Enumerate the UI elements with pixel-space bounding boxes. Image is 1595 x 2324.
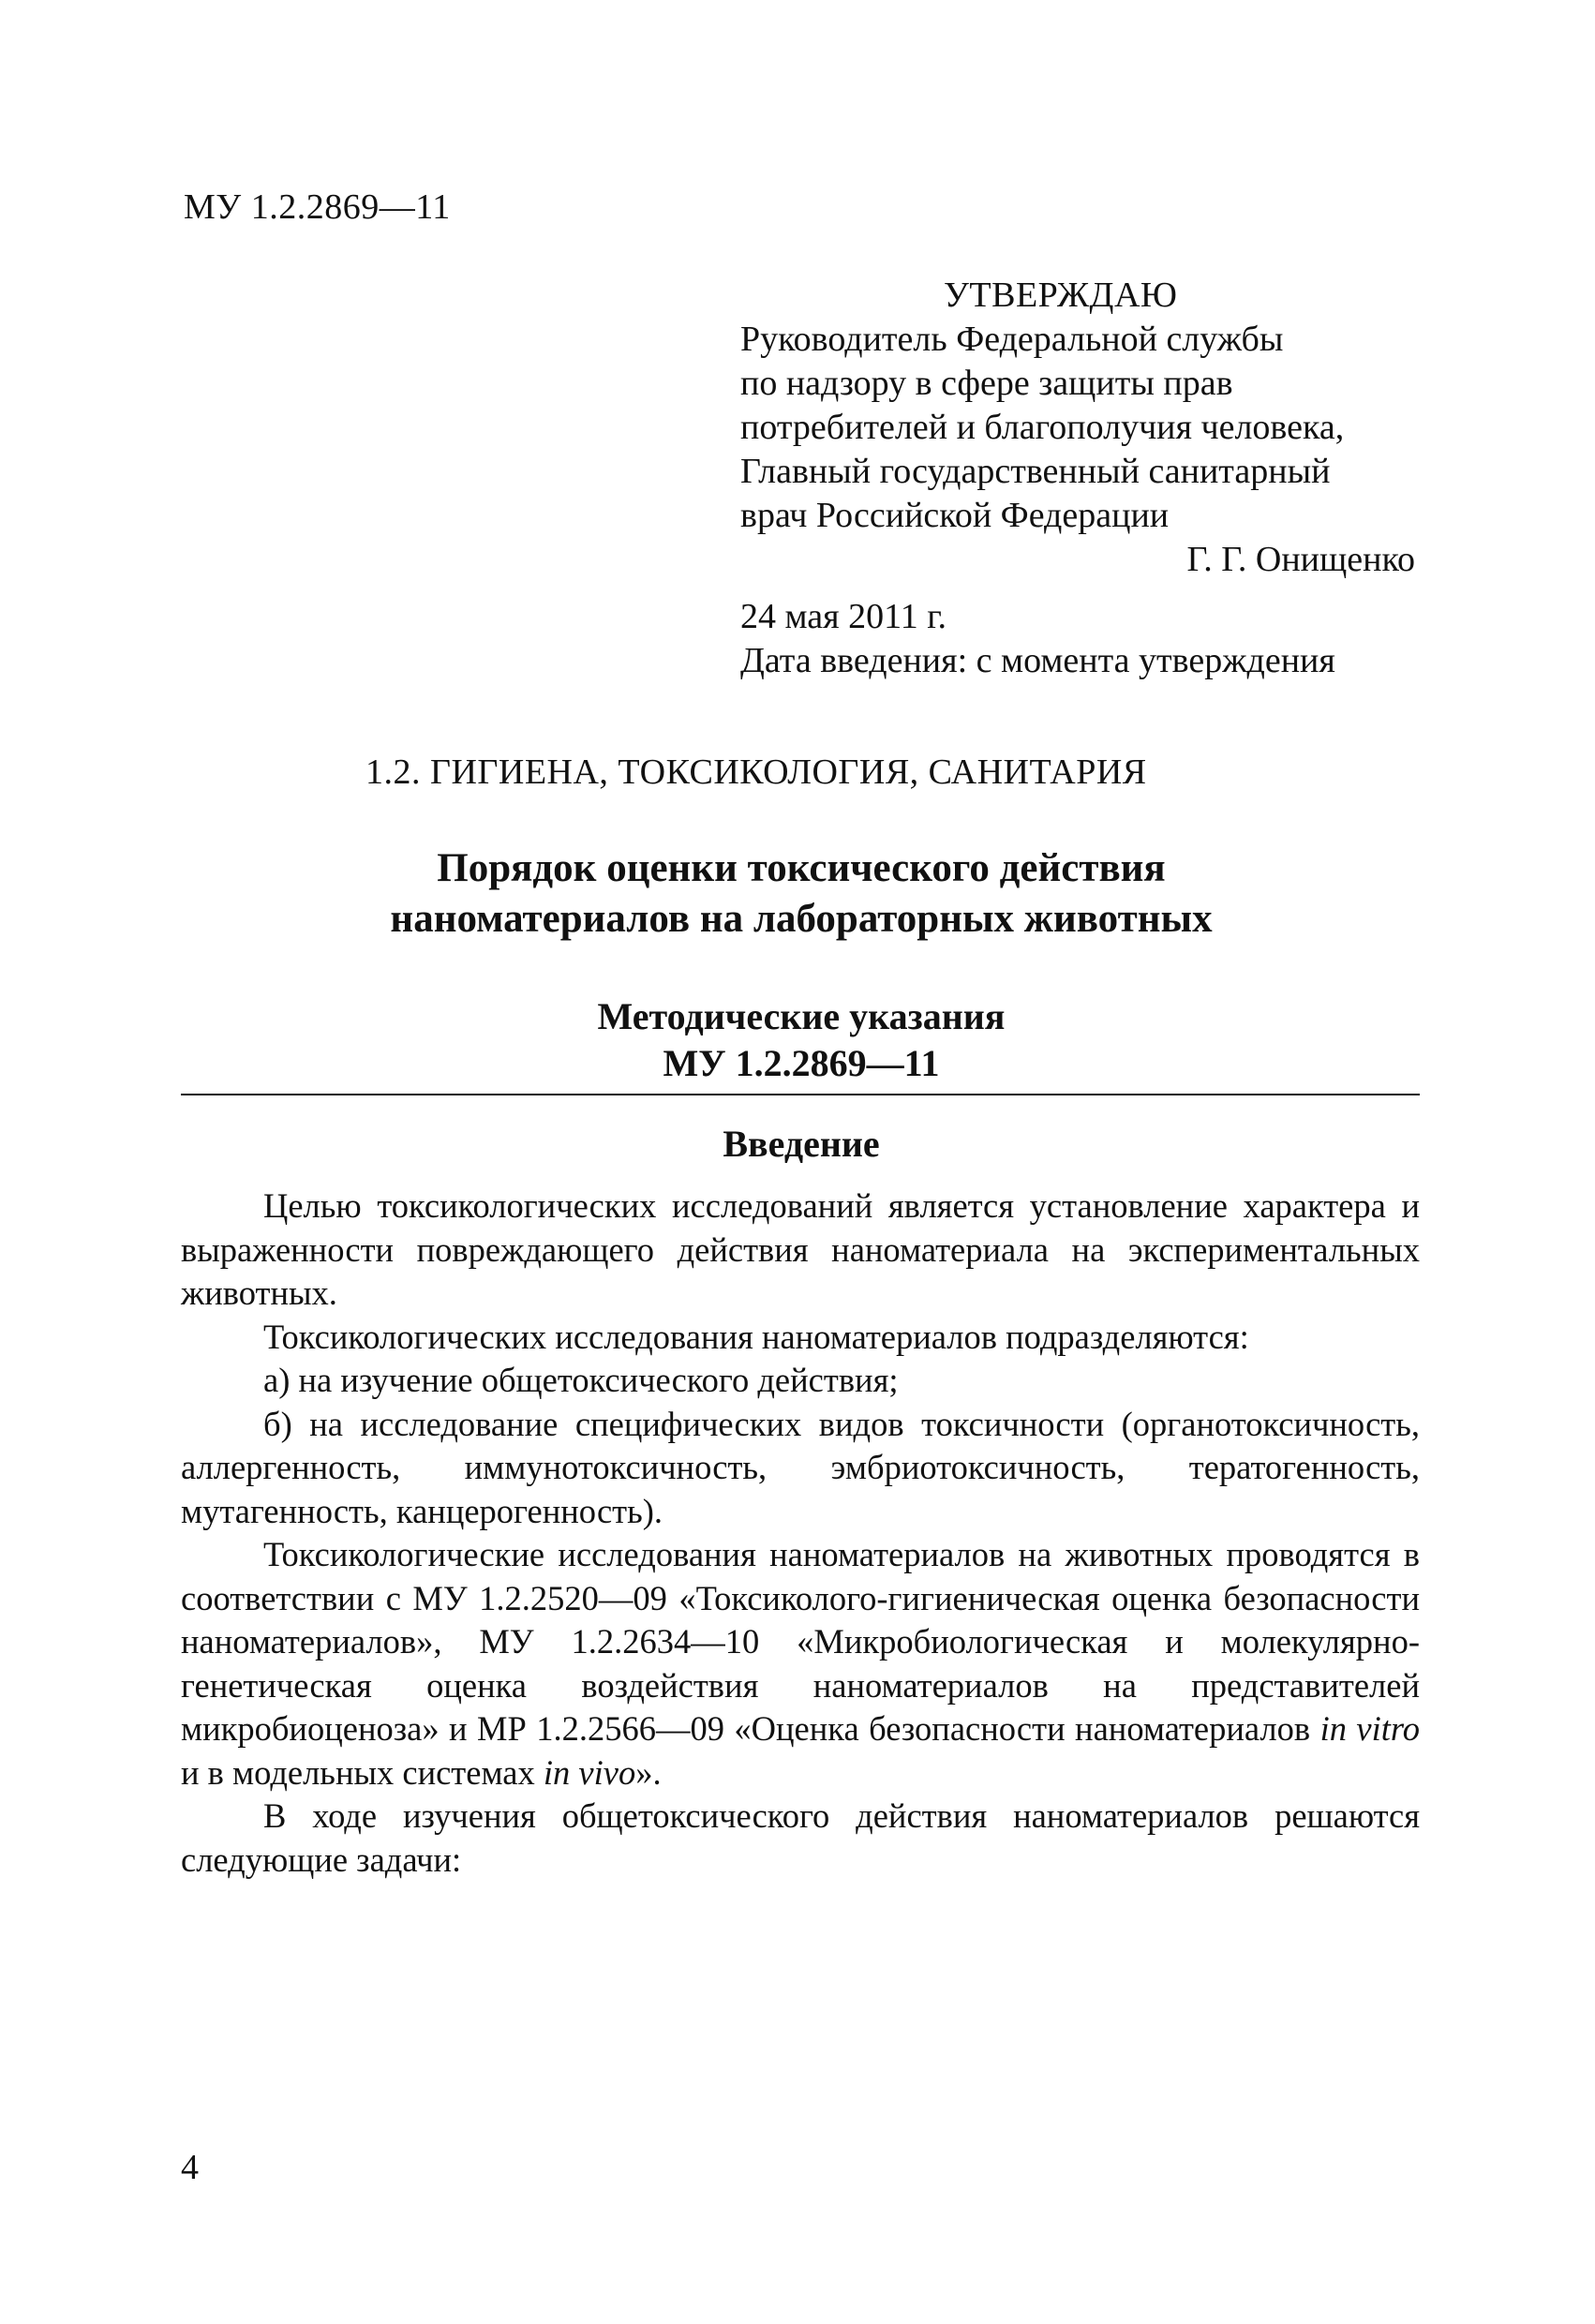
document-title-line: Порядок оценки токсического действия (437, 846, 1166, 890)
intro-body (181, 1184, 1420, 1882)
paragraph (181, 1533, 1420, 1795)
paragraph-text: и в модельных системах (181, 1752, 544, 1792)
page-number: 4 (181, 2148, 199, 2187)
italic-term: in vivo (543, 1752, 636, 1792)
approver-name: Г. Г. Онищенко (1186, 540, 1415, 579)
intro-heading: Введение (723, 1123, 880, 1165)
approval-block (740, 274, 1415, 683)
document-title-line: наноматериалов на лабораторных животных (390, 897, 1213, 941)
document-type (178, 993, 1424, 1087)
approver-position-line: Руководитель Федеральной службы (740, 320, 1284, 359)
paragraph: б) на исследование специфических видов токсичности (органотоксичность, аллергенность, иммунотоксичность, эмбриотоксичность, тератогенность, мутагенность, канцерогенность). (181, 1404, 1420, 1530)
document-number: МУ 1.2.2869—11 (663, 1042, 940, 1084)
document-title (178, 843, 1424, 945)
approver-position-line: по надзору в сфере защиты прав (740, 364, 1233, 403)
approver-position-line: потребителей и благополучия человека, (740, 408, 1345, 447)
effective-date: Дата введения: с момента утверждения (740, 641, 1335, 680)
italic-term: in vitro (1319, 1709, 1420, 1748)
approval-date: 24 мая 2011 г. (740, 597, 947, 636)
paragraph: Токсикологических исследования наноматериалов подразделяются: (263, 1317, 1249, 1356)
running-header-doc-code: МУ 1.2.2869—11 (184, 187, 451, 227)
approver-position-line: врач Российской Федерации (740, 496, 1170, 535)
section-code-title: 1.2. ГИГИЕНА, ТОКСИКОЛОГИЯ, САНИТАРИЯ (365, 752, 1147, 792)
document-type-line: Методические указания (597, 995, 1006, 1037)
paragraph: В ходе изучения общетоксического действия наноматериалов решаются следующие задачи: (181, 1796, 1420, 1879)
horizontal-rule (181, 1094, 1420, 1095)
paragraph-text: ». (635, 1752, 662, 1792)
approver-position-line: Главный государственный санитарный (740, 452, 1331, 491)
approve-word: УТВЕРЖДАЮ (944, 276, 1178, 315)
paragraph: Целью токсикологических исследований является установление характера и выраженности повреждающего действия наноматериала на экспериментальных животных. (181, 1186, 1420, 1312)
paragraph: а) на изучение общетоксического действия; (263, 1361, 899, 1399)
paragraph-text: Токсикологические исследования наноматериалов на животных проводятся в соответствии с МУ 1.2.2520—09 «Токсиколого-гигиеническая оценка безопасности наноматериалов», МУ 1.2.2634—10 «Микробиологическая и молекулярно-генетическая оценка воздействия наноматериалов на представителей микробиоценоза» и МР 1.2.2566—09 «Оценка безопасности наноматериалов (181, 1535, 1420, 1748)
